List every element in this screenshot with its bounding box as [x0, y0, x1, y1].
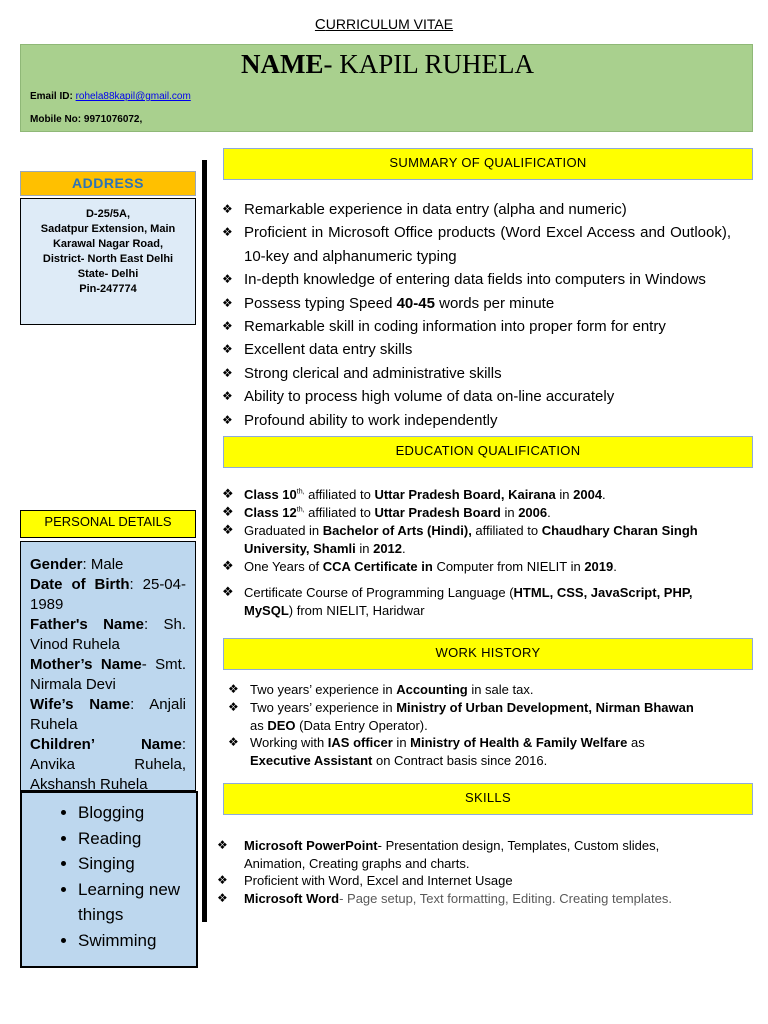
work-item: ❖ Working with IAS officer in Ministry of Health & Family Welfare as Executive Assistant on Contract basis since 2016. [228, 735, 645, 769]
diamond-bullet-icon: ❖ [222, 412, 233, 427]
personal-details-box [20, 541, 196, 791]
summary-item: ❖ Ability to process high volume of data on-line accurately [222, 385, 731, 408]
education-list [222, 486, 722, 620]
summary-heading: SUMMARY OF QUALIFICATION [223, 148, 753, 180]
summary-item: ❖ Strong clerical and administrative skills [222, 362, 731, 385]
mobile-line: Mobile No: 9971076072, [30, 114, 143, 125]
education-item: ❖ Class $12^{th,}$ affiliated to Uttar Pradesh Board in 2006. [222, 505, 551, 520]
mother-row: Mother’s Name- Smt. Nirmala Devi [30, 656, 186, 693]
diamond-bullet-icon: ❖ [222, 295, 233, 310]
work-item: ❖ Two years’ experience in Accounting in sale tax. [228, 682, 534, 697]
diamond-bullet-icon: ❖ [222, 523, 234, 538]
header-box [20, 44, 753, 132]
education-item: ❖ Graduated in Bachelor of Arts (Hindi), affiliated to Chaudhary Charan Singh University, Shamli in 2012. [222, 523, 698, 556]
dob-row: Date of Birth: 25-04-1989 [30, 576, 186, 613]
work-history-list [228, 681, 698, 770]
children-row: Children’ Name: Anvika Ruhela, Akshansh Ruhela [30, 736, 186, 791]
diamond-bullet-icon: ❖ [222, 585, 234, 600]
hobbies-box [20, 791, 198, 968]
address-line: District- North East Delhi [42, 253, 174, 265]
diamond-bullet-icon: ❖ [222, 389, 233, 404]
hobbies-list [22, 800, 196, 953]
summary-item: ❖ Possess typing Speed 40-45 words per minute [222, 292, 731, 315]
hobby-item: • Swimming [78, 928, 196, 954]
summary-item: ❖ Proficient in Microsoft Office products (Word Excel Access and Outlook), 10-key and alphanumeric typing [222, 221, 731, 268]
address-line: D-25/5A, [85, 208, 131, 220]
diamond-bullet-icon: ❖ [228, 699, 239, 714]
document-title: CURRICULUM VITAE [314, 16, 454, 33]
diamond-bullet-icon: ❖ [222, 272, 233, 287]
diamond-bullet-icon: ❖ [222, 365, 233, 380]
personal-details-heading: PERSONAL DETAILS [20, 510, 196, 538]
education-item: ❖ Certificate Course of Programming Language (HTML, CSS, JavaScript, PHP, MySQL) from NIELIT, Haridwar [222, 585, 693, 618]
diamond-bullet-icon: ❖ [222, 225, 233, 240]
email-link[interactable]: rohela88kapil@gmail.com [75, 91, 191, 102]
skills-list [217, 837, 717, 907]
hobby-item: • Singing [78, 851, 196, 877]
diamond-bullet-icon: ❖ [222, 487, 234, 502]
skill-item: ❖ Proficient with Word, Excel and Internet Usage [217, 873, 513, 889]
diamond-bullet-icon: ❖ [222, 342, 233, 357]
diamond-bullet-icon: ❖ [222, 559, 234, 574]
candidate-name: NAME- KAPIL RUHELA [241, 49, 534, 79]
address-line: Sadatpur Extension, Main [40, 223, 176, 235]
address-box [20, 198, 196, 325]
address-heading: ADDRESS [20, 171, 196, 196]
summary-item: ❖ Remarkable experience in data entry (alpha and numeric) [222, 198, 731, 221]
diamond-bullet-icon: ❖ [217, 873, 228, 888]
father-row: Father's Name: Sh. Vinod Ruhela [30, 616, 186, 653]
skill-item: ❖ Microsoft Word- Page setup, Text formatting, Editing. Creating templates. [217, 890, 672, 906]
diamond-bullet-icon: ❖ [228, 682, 239, 696]
address-line: State- Delhi [77, 268, 139, 280]
wife-row: Wife’s Name: Anjali Ruhela [30, 696, 186, 733]
summary-item: ❖ Excellent data entry skills [222, 338, 731, 361]
education-item: ❖ Class $10^{th,}$ affiliated to Uttar Pradesh Board, Kairana in 2004. [222, 487, 606, 502]
hobby-item: • Blogging [78, 800, 196, 826]
email-line: Email ID: rohela88kapil@gmail.com [30, 91, 191, 102]
work-history-heading: WORK HISTORY [223, 638, 753, 670]
gender-row: Gender: Male [30, 556, 124, 573]
education-heading: EDUCATION QUALIFICATION [223, 436, 753, 468]
diamond-bullet-icon: ❖ [222, 319, 233, 334]
diamond-bullet-icon: ❖ [217, 890, 228, 905]
diamond-bullet-icon: ❖ [228, 735, 239, 750]
summary-item: ❖ In-depth knowledge of entering data fields into computers in Windows [222, 268, 731, 291]
diamond-bullet-icon: ❖ [222, 505, 234, 520]
diamond-bullet-icon: ❖ [217, 838, 228, 852]
diamond-bullet-icon: ❖ [222, 202, 233, 216]
address-line: Pin-247774 [79, 283, 137, 295]
summary-list [222, 198, 731, 432]
hobby-item: • Learning new things [78, 877, 196, 928]
skill-item: ❖ Microsoft PowerPoint- Presentation design, Templates, Custom slides, Animation, Creating graphs and charts. [217, 838, 660, 871]
summary-item: ❖ Profound ability to work independently [222, 409, 731, 432]
hobby-item: • Reading [78, 826, 196, 852]
skills-heading: SKILLS [223, 783, 753, 815]
work-item: ❖ Two years’ experience in Ministry of Urban Development, Nirman Bhawan as DEO (Data Entry Operator). [228, 699, 694, 733]
vertical-divider [202, 160, 207, 922]
summary-item: ❖ Remarkable skill in coding information into proper form for entry [222, 315, 731, 338]
address-line: Karawal Nagar Road, [52, 238, 164, 250]
education-item: ❖ One Years of CCA Certificate in Computer from NIELIT in 2019. [222, 559, 617, 574]
